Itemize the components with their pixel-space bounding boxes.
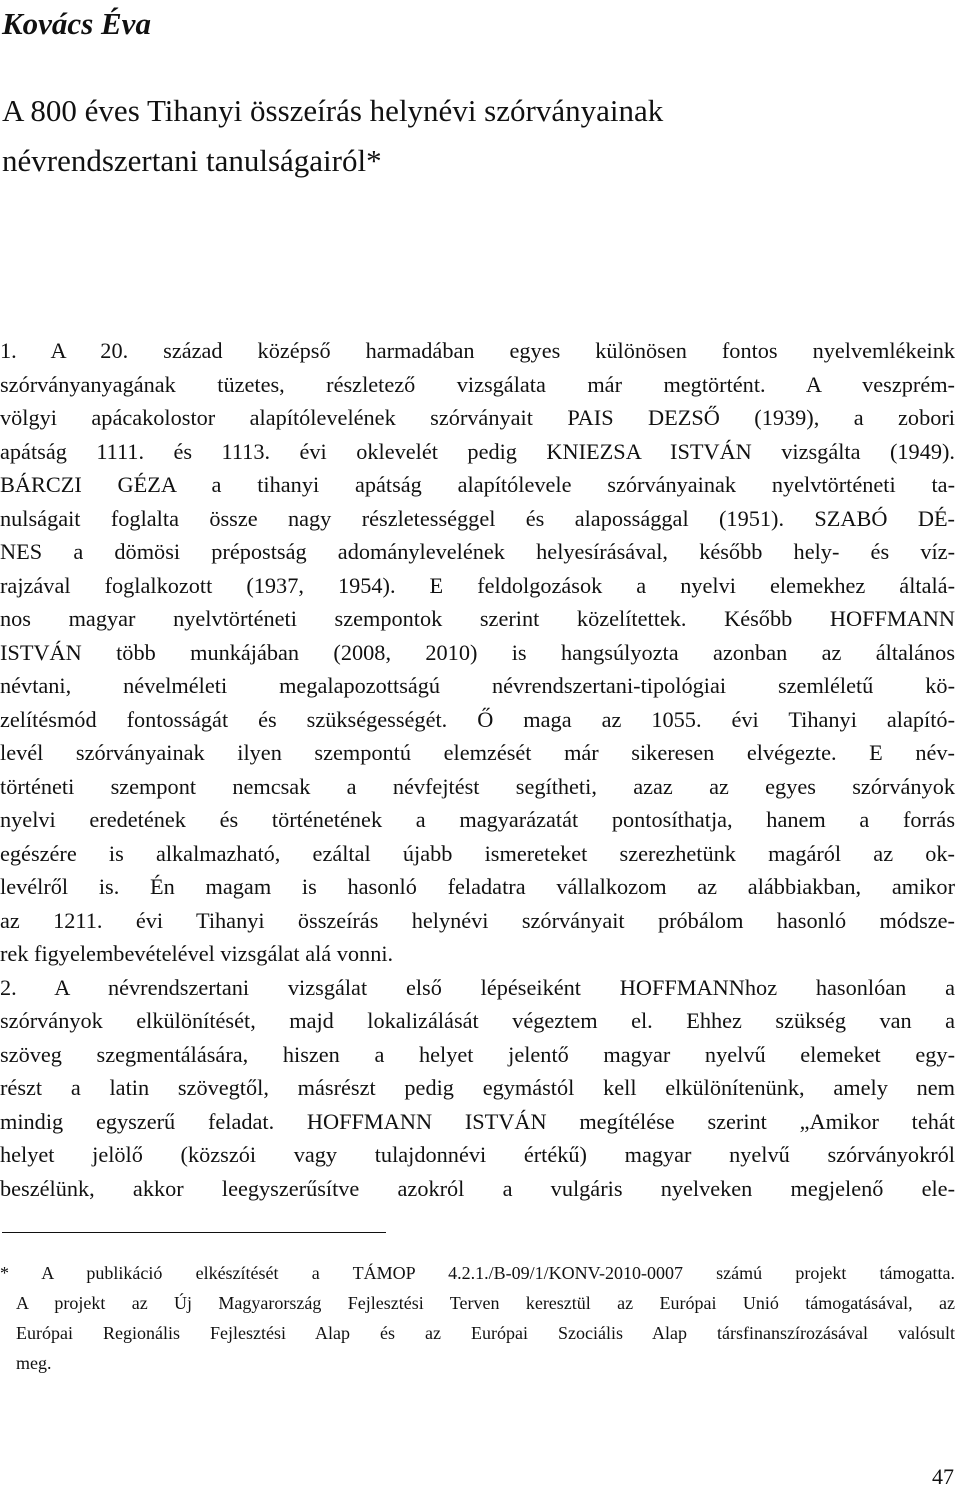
body-line: rajzával foglalkozott (1937, 1954). E feldolgozások a nyelvi elemekhez általá- (0, 572, 955, 598)
body-line: mindig egyszerű feladat. HOFFMANN ISTVÁN megítélése szerint „Amikor tehát (0, 1108, 955, 1134)
body-line: nyelvi eredetének és történetének a magyarázatát pontosíthatja, hanem a forrás (0, 807, 955, 832)
body-line: történeti szempont nemcsak a névfejtést segítheti, azaz az egyes szórványok (0, 773, 955, 799)
footnote (0, 1258, 955, 1378)
body-line: rek figyelembevételével vizsgálat alá vonni. (0, 941, 394, 966)
body-line: ISTVÁN több munkájában (2008, 2010) is hangsúlyozta azonban az általános (0, 639, 955, 665)
body-line: NES a dömösi prépostság adománylevelének helyesírásával, később hely- és víz- (0, 539, 955, 564)
footnote-line: Európai Regionális Fejlesztési Alap és az Európai Szociális Alap társfinanszírozásával valósult (16, 1323, 955, 1343)
body-line: zelítésmód fontosságát és szükségességét. Ő maga az 1055. évi Tihanyi alapító- (0, 706, 955, 732)
body-line: 1. A 20. század középső harmadában egyes különösen fontos nyelvemlékeink (0, 338, 955, 363)
body-line: szórványanyagának tüzetes, részletező vizsgálata már megtörtént. A veszprém- (0, 371, 955, 397)
page-number: 47 (932, 1464, 954, 1489)
body-line: apátság 1111. és 1113. évi oklevelét pedig KNIEZSA ISTVÁN vizsgálta (1949). (0, 438, 955, 464)
body-line: szórványok elkülönítését, majd lokalizálását végeztem el. Ehhez szükség van a (0, 1008, 955, 1033)
body-line: völgyi apácakolostor alapítólevelének szórványait PAIS DEZSŐ (1939), a zobori (0, 405, 955, 430)
body-line: névtani, névelméleti megalapozottságú névrendszertani-tipológiai szemléletű kö- (0, 673, 955, 698)
footnote-line: meg. (16, 1353, 52, 1373)
body-line: beszélünk, akkor leegyszerűsítve azokról a vulgáris nyelveken megjelenő ele- (0, 1175, 955, 1201)
body-line: nulságait foglalta össze nagy részletességgel és alapossággal (1951). SZABÓ DÉ- (0, 505, 955, 531)
body-text (0, 334, 955, 1205)
body-line: részt a latin szövegtől, másrészt pedig egymástól kell elkülönítenünk, amely nem (0, 1075, 955, 1100)
footnote-line: * A publikáció elkészítését a TÁMOP 4.2.1./B-09/1/KONV-2010-0007 számú projekt támogatta. (0, 1263, 955, 1283)
body-line: BÁRCZI GÉZA a tihanyi apátság alapítólevele szórványainak nyelvtörténeti ta- (0, 472, 955, 497)
body-line: levélről is. Én magam is hasonló feladatra vállalkozom az alábbiakban, amikor (0, 874, 955, 899)
body-line: helyet jelölő (közszói vagy tulajdonnévi értékű) magyar nyelvű szórványokról (0, 1142, 955, 1167)
footnote-divider (2, 1232, 386, 1233)
title-line: A 800 éves Tihanyi összeírás helynévi szórványainak (2, 93, 664, 128)
footnote-line: A projekt az Új Magyarország Fejlesztési Terven keresztül az Európai Unió támogatásával, az (16, 1293, 955, 1313)
body-line: nos magyar nyelvtörténeti szempontok szerint közelítettek. Később HOFFMANN (0, 606, 955, 631)
body-line: 2. A névrendszertani vizsgálat első lépéseiként HOFFMANNhoz hasonlóan a (0, 974, 955, 1000)
author-name: Kovács Éva (2, 6, 151, 41)
body-line: szöveg szegmentálására, hiszen a helyet jelentő magyar nyelvű elemeket egy- (0, 1041, 955, 1067)
body-line: az 1211. évi Tihanyi összeírás helynévi szórványait próbálom hasonló módsze- (0, 907, 955, 933)
body-line: levél szórványainak ilyen szempontú elemzését már sikeresen elvégezte. E név- (0, 740, 955, 765)
article-title (2, 86, 942, 186)
title-line: névrendszertani tanulságairól* (2, 143, 382, 178)
body-line: egészére is alkalmazható, ezáltal újabb ismereteket szerezhetünk magáról az ok- (0, 840, 955, 866)
